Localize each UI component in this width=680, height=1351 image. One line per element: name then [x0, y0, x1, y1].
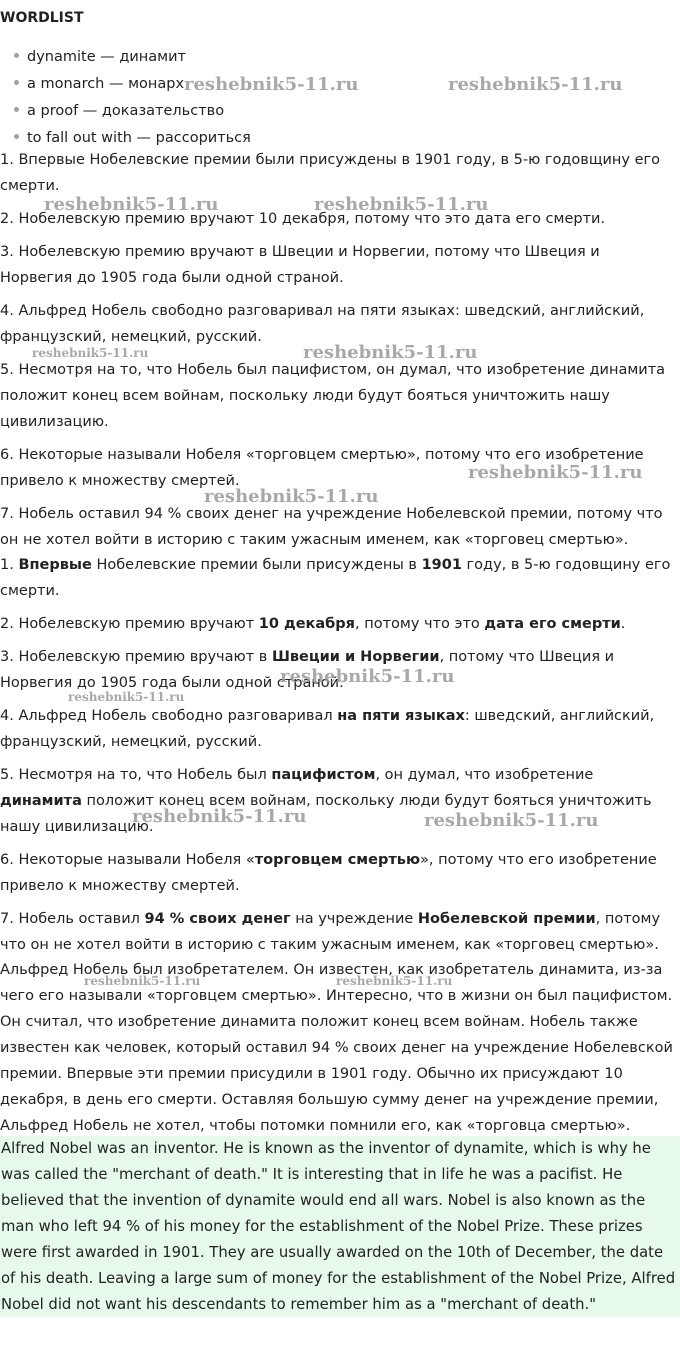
bullet-icon: [14, 80, 19, 85]
watermark: reshebnik5-11.ru: [303, 342, 478, 363]
answer-bold-1: 1. Впервые Нобелевские премии были присуждены в 1901 году, в 5-ю годовщину его смерти.: [0, 557, 671, 599]
watermark: reshebnik5-11.ru: [204, 486, 379, 507]
answer-bold-5: 5. Несмотря на то, что Нобель был пацифистом, он думал, что изобретение динамита положит конец всем войнам, поскольку люди будут бояться уничтожить нашу цивилизацию.: [0, 767, 652, 835]
watermark: reshebnik5-11.ru: [184, 74, 359, 95]
wordlist-item: a monarch — монарх: [0, 71, 680, 97]
summary-english-block: [0, 1136, 680, 1317]
answer-plain-2: 2. Нобелевскую премию вручают 10 декабря, потому что это дата его смерти.: [0, 211, 606, 227]
watermark: reshebnik5-11.ru: [32, 346, 149, 360]
answer-bold-6: 6. Некоторые называли Нобеля «торговцем смертью», потому что его изобретение привело к множеству смертей.: [0, 852, 657, 894]
summary-english: Alfred Nobel was an inventor. He is known as the inventor of dynamite, which is why he was called the "merchant of death." It is interesting that in life he was a pacifist. He believed that the invention of dynamite would end all wars. Nobel is also known as the man who left 94 % of his money for the establishment of the Nobel Prize. These prizes were first awarded in 1901. They are usually awarded on the 10th of December, the date of his death. Leaving a large sum of money for the establishment of the Nobel Prize, Alfred Nobel did not want his descendants to remember him as a "merchant of death.": [1, 1140, 676, 1313]
wordlist-item: to fall out with — рассориться: [0, 125, 680, 151]
watermark: reshebnik5-11.ru: [424, 810, 599, 831]
answer-bold-7: 7. Нобель оставил 94 % своих денег на учреждение Нобелевской премии, потому что он не хотел войти в историю с таким ужасным именем, как «торговец смертью».: [0, 911, 661, 953]
answer-plain-6: 6. Некоторые называли Нобеля «торговцем смертью», потому что его изобретение привело к множеству смертей.: [0, 447, 644, 489]
answer-bold-2: 2. Нобелевскую премию вручают 10 декабря, потому что это дата его смерти.: [0, 616, 626, 632]
watermark: reshebnik5-11.ru: [68, 690, 185, 704]
watermark: reshebnik5-11.ru: [468, 462, 643, 483]
answer-bold-4: 4. Альфред Нобель свободно разговаривал на пяти языках: шведский, английский, французский, немецкий, русский.: [0, 708, 655, 750]
answer-plain-3: 3. Нобелевскую премию вручают в Швеции и Норвегии, потому что Швеция и Норвегия до 1905 года были одной страной.: [0, 244, 600, 286]
watermark: reshebnik5-11.ru: [44, 194, 219, 215]
watermark: reshebnik5-11.ru: [336, 974, 453, 988]
answer-plain-7: 7. Нобель оставил 94 % своих денег на учреждение Нобелевской премии, потому что он не хотел войти в историю с таким ужасным именем, как «торговец смертью».: [0, 506, 663, 548]
wordlist-item: a proof — доказательство: [0, 98, 680, 124]
wordlist-item: dynamite — динамит: [0, 44, 680, 70]
watermark: reshebnik5-11.ru: [448, 74, 623, 95]
bullet-icon: [14, 107, 19, 112]
watermark: reshebnik5-11.ru: [132, 806, 307, 827]
watermark: reshebnik5-11.ru: [84, 974, 201, 988]
wordlist-title: WORDLIST: [0, 10, 84, 26]
summary-russian: Альфред Нобель был изобретателем. Он известен, как изобретатель динамита, из-за чего его называли «торговцем смертью». Интересно, что в жизни он был пацифистом. Он считал, что изобретение динамита положит конец всем войнам. Нобель также известен как человек, который оставил 94 % своих денег на учреждение Нобелевской премии. Впервые эти премии присудили в 1901 году. Обычно их присуждают 10 декабря, в день его смерти. Оставляя большую сумму денег на учреждение премии, Альфред Нобель не хотел, чтобы потомки помнили его, как «торговца смертью».: [0, 962, 673, 1134]
bullet-icon: [14, 134, 19, 139]
watermark: reshebnik5-11.ru: [314, 194, 489, 215]
answer-plain-5: 5. Несмотря на то, что Нобель был пацифистом, он думал, что изобретение динамита положит конец всем войнам, поскольку люди будут бояться уничтожить нашу цивилизацию.: [0, 362, 666, 430]
answer-plain-1: 1. Впервые Нобелевские премии были присуждены в 1901 году, в 5-ю годовщину его смерти.: [0, 152, 660, 194]
bullet-icon: [14, 53, 19, 58]
answer-plain-4: 4. Альфред Нобель свободно разговаривал на пяти языках: шведский, английский, французский, немецкий, русский.: [0, 303, 645, 345]
answer-bold-3: 3. Нобелевскую премию вручают в Швеции и Норвегии, потому что Швеция и Норвегия до 1905 года были одной страной.: [0, 649, 615, 691]
watermark: reshebnik5-11.ru: [280, 666, 455, 687]
